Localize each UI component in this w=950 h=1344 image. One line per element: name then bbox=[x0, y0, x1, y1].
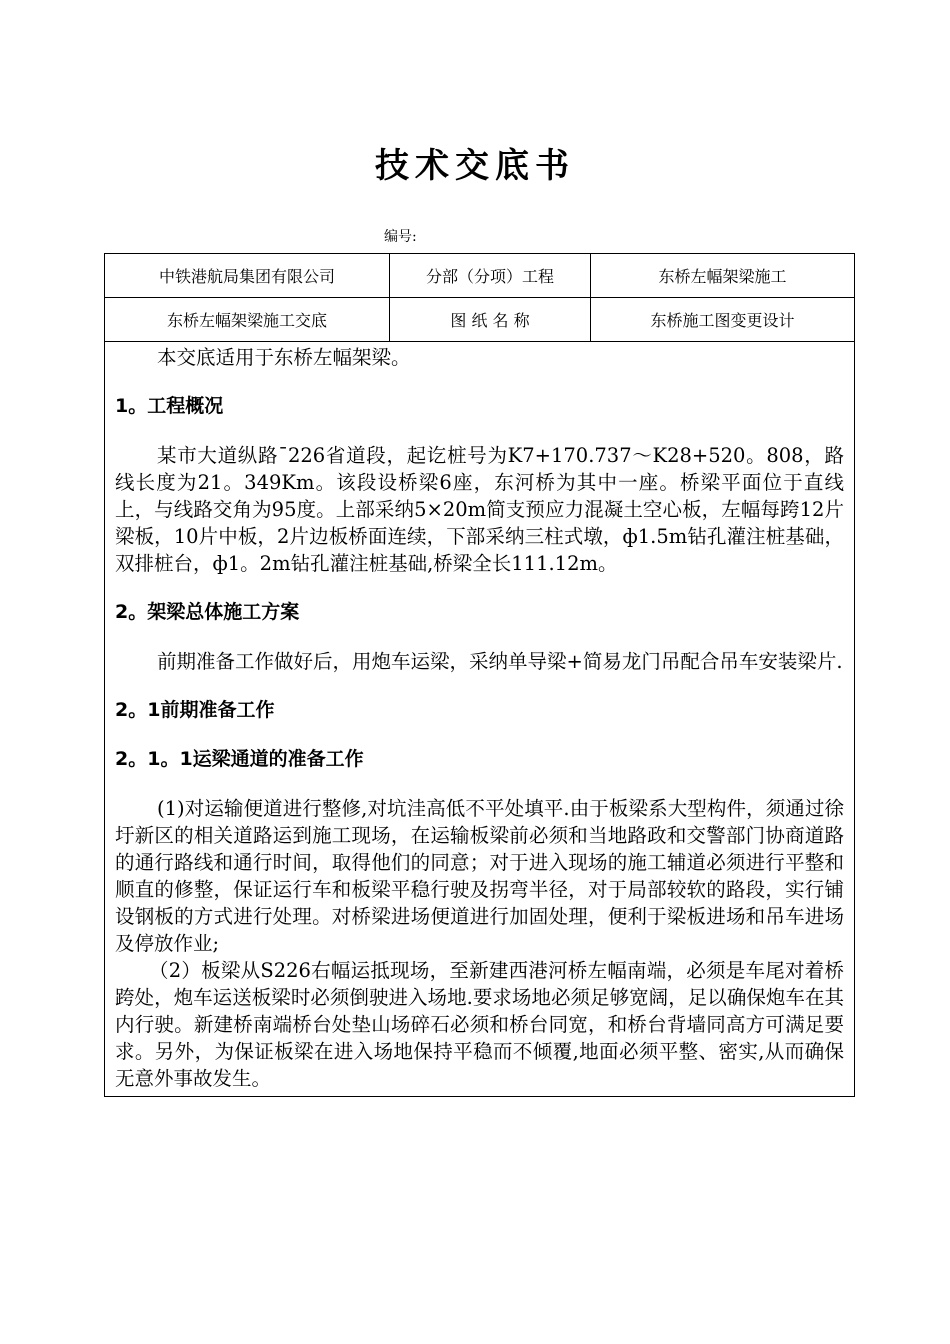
subsection-heading: 2。1前期准备工作 bbox=[115, 699, 275, 721]
document-title: 技术交底书 bbox=[375, 146, 575, 186]
section-heading: 2。架梁总体施工方案 bbox=[115, 601, 300, 623]
section-heading: 1。工程概况 bbox=[115, 395, 224, 417]
doc-number-label: 编号: bbox=[384, 229, 417, 245]
table-row bbox=[105, 298, 854, 342]
subproject-label-cell: 分部（分项）工程 bbox=[390, 254, 591, 297]
drawing-value-cell: 东桥施工图变更设计 bbox=[650, 311, 795, 330]
item-paragraph: (1)对运输便道进行整修,对坑洼高低不平处填平.由于板梁系大型构件，须通过徐圩新区的相关道路运到施工现场，在运输板梁前必须和当地路政和交警部门协商道路的通行路线和通行时间，取得他们的同意；对于进入现场的施工辅道必须进行平整和顺直的修整，保证运行车和板梁平稳行驶及拐弯半径，对于局部较软的路段，实行铺设钢板的方式进行处理。对桥梁进场便道进行加固处理，便利于梁板进场和吊车进场及停放作业; bbox=[115, 797, 844, 955]
disclosure-table bbox=[104, 253, 855, 1097]
disclosure-content bbox=[105, 342, 854, 1096]
company-cell: 中铁港航局集团有限公司 bbox=[105, 254, 390, 297]
section2-paragraph: 前期准备工作做好后，用炮车运梁，采纳单导梁+简易龙门吊配合吊车安装梁片. bbox=[157, 650, 843, 673]
section1-paragraph: 某市大道纵路¯226省道段，起讫桩号为K7+170.737～K28+520。808，路线长度为21。349Km。该段设桥梁6座，东河桥为其中一座。桥梁平面位于直线上，与线路交角为95度。上部采纳5×20m简支预应力混凝土空心板，左幅每跨12片梁板，10片中板，2片边板桥面连续，下部采纳三柱式墩，ф1.5m钻孔灌注桩基础，双排桩台，ф1。2m钻孔灌注桩基础,桥梁全长111.12m。 bbox=[115, 444, 844, 575]
subsubsection-heading: 2。1。1运梁通道的准备工作 bbox=[115, 748, 364, 770]
subproject-value-cell: 东桥左幅架梁施工 bbox=[658, 267, 787, 286]
table-row bbox=[105, 254, 854, 298]
drawing-label-cell: 图 纸 名 称 bbox=[390, 298, 591, 341]
intro-paragraph: 本交底适用于东桥左幅架梁。 bbox=[157, 346, 411, 369]
item-paragraph: （2）板梁从S226右幅运抵现场，至新建西港河桥左幅南端，必须是车尾对着桥跨处，炮车运送板梁时必须倒驶进入场地.要求场地必须足够宽阔，足以确保炮车在其内行驶。新建桥南端桥台处垫山场碎石必须和桥台同宽，和桥台背墙同高方可满足要求。另外，为保证板梁在进入场地保持平稳而不倾覆,地面必须平整、密实,从而确保无意外事故发生。 bbox=[115, 959, 844, 1090]
disclosure-name-cell: 东桥左幅架梁施工交底 bbox=[105, 298, 390, 341]
